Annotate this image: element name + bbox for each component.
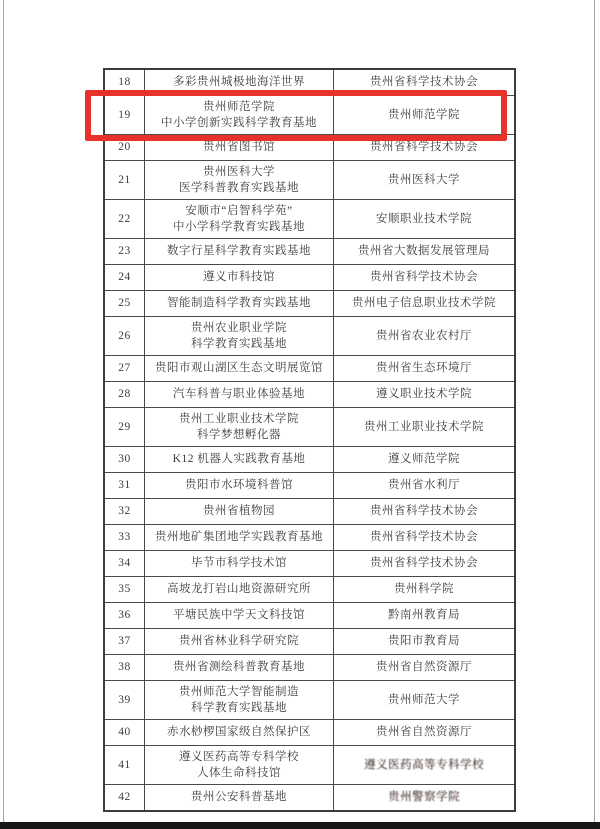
- row-number-cell: 30: [104, 447, 145, 473]
- base-name-line: 贵州师范大学智能制造: [179, 685, 299, 698]
- row-number-cell: 20: [104, 135, 145, 161]
- base-name-line: 贵州省图书馆: [203, 141, 275, 154]
- organization-cell: 贵州省科学技术协会: [334, 265, 516, 291]
- table-row: [104, 135, 515, 161]
- base-name-line: 汽车科普与职业体验基地: [173, 388, 305, 401]
- base-name-cell: [145, 473, 334, 499]
- page-edge-right: [594, 0, 595, 823]
- row-number-cell: 35: [104, 577, 145, 603]
- table-row: [104, 239, 515, 265]
- base-name-line: 数字行星科学教育实践基地: [167, 245, 311, 258]
- organization-cell: 贵州省生态环境厅: [334, 356, 516, 382]
- table-row: [104, 96, 515, 135]
- table-body: [104, 69, 515, 811]
- base-name-cell: [145, 135, 334, 161]
- base-name-cell: [145, 317, 334, 356]
- table-row: [104, 525, 515, 551]
- base-name-line: 贵州省植物园: [203, 505, 275, 518]
- row-number-cell: 25: [104, 291, 145, 317]
- table-row: [104, 317, 515, 356]
- base-name-cell: [145, 746, 334, 785]
- row-number-cell: 26: [104, 317, 145, 356]
- organization-cell: 贵州电子信息职业技术学院: [334, 291, 516, 317]
- row-number-cell: 42: [104, 785, 145, 812]
- base-name-line: 贵阳市水环境科普馆: [185, 479, 293, 492]
- base-name-cell: [145, 96, 334, 135]
- organization-cell: 贵阳市教育局: [334, 629, 516, 655]
- base-name-line: 平塘民族中学天文科技馆: [173, 609, 305, 622]
- base-name-line: 贵州师范学院: [203, 100, 275, 113]
- base-name-line: K12 机器人实践教育基地: [172, 453, 306, 466]
- table-row: [104, 551, 515, 577]
- base-name-cell: [145, 200, 334, 239]
- base-name-line: 贵州医科大学: [203, 165, 275, 178]
- row-number-cell: 36: [104, 603, 145, 629]
- base-name-line: 贵州省林业科学研究院: [179, 635, 299, 648]
- base-name-line: 赤水桫椤国家级自然保护区: [167, 726, 311, 739]
- base-name-line: 毕节市科学技术馆: [191, 557, 287, 570]
- base-name-cell: [145, 655, 334, 681]
- row-number-cell: 38: [104, 655, 145, 681]
- organization-cell: 贵州科学院: [334, 577, 516, 603]
- table-row: [104, 681, 515, 720]
- base-name-cell: [145, 785, 334, 812]
- row-number-cell: 23: [104, 239, 145, 265]
- organization-cell: 贵州省科学技术协会: [334, 499, 516, 525]
- base-name-line: 科学教育实践基地: [191, 702, 287, 714]
- base-name-line: 遵义市科技馆: [203, 271, 275, 284]
- base-name-line: 贵阳市观山湖区生态文明展览馆: [155, 362, 323, 375]
- organization-cell: 贵州师范大学: [334, 681, 516, 720]
- base-name-cell: [145, 408, 334, 447]
- base-name-cell: [145, 551, 334, 577]
- row-number-cell: 31: [104, 473, 145, 499]
- organization-cell: 安顺职业技术学院: [334, 200, 516, 239]
- page-edge-left: [3, 0, 4, 823]
- base-name-line: 科学教育实践基地: [191, 338, 287, 350]
- row-number-cell: 21: [104, 161, 145, 200]
- row-number-cell: 40: [104, 720, 145, 746]
- base-name-cell: [145, 69, 334, 96]
- base-name-cell: [145, 681, 334, 720]
- table-row: [104, 447, 515, 473]
- table-row: [104, 200, 515, 239]
- organization-cell: 贵州警察学院: [334, 785, 516, 812]
- base-name-line: 科学梦想孵化器: [197, 429, 281, 441]
- table-row: [104, 382, 515, 408]
- base-name-line: 安顺市“启智科学苑”: [185, 204, 293, 217]
- organization-cell: 贵州省科学技术协会: [334, 551, 516, 577]
- table-row: [104, 291, 515, 317]
- base-name-cell: [145, 499, 334, 525]
- base-name-line: 多彩贵州城极地海洋世界: [173, 76, 305, 89]
- table-row: [104, 577, 515, 603]
- base-name-cell: [145, 356, 334, 382]
- row-number-cell: 27: [104, 356, 145, 382]
- base-name-cell: [145, 603, 334, 629]
- row-number-cell: 37: [104, 629, 145, 655]
- row-number-cell: 19: [104, 96, 145, 135]
- base-name-line: 贵州地矿集团地学实践教育基地: [155, 531, 323, 544]
- row-number-cell: 39: [104, 681, 145, 720]
- organization-cell: 贵州省自然资源厅: [334, 720, 516, 746]
- base-name-line: 医学科普教育实践基地: [179, 182, 299, 194]
- organization-cell: 贵州省自然资源厅: [334, 655, 516, 681]
- table-row: [104, 629, 515, 655]
- base-name-line: 中小学科学教育实践基地: [173, 221, 305, 233]
- base-name-line: 智能制造科学教育实践基地: [167, 297, 311, 310]
- organization-cell: 贵州省水利厅: [334, 473, 516, 499]
- base-name-cell: [145, 382, 334, 408]
- table-row: [104, 408, 515, 447]
- table-row: [104, 720, 515, 746]
- row-number-cell: 34: [104, 551, 145, 577]
- base-name-cell: [145, 239, 334, 265]
- organization-cell: 贵州工业职业技术学院: [334, 408, 516, 447]
- row-number-cell: 22: [104, 200, 145, 239]
- organization-cell: 贵州省科学技术协会: [334, 135, 516, 161]
- row-number-cell: 29: [104, 408, 145, 447]
- row-number-cell: 28: [104, 382, 145, 408]
- base-name-line: 中小学创新实践科学教育基地: [161, 117, 317, 129]
- row-number-cell: 32: [104, 499, 145, 525]
- base-name-cell: [145, 577, 334, 603]
- base-name-cell: [145, 525, 334, 551]
- row-number-cell: 24: [104, 265, 145, 291]
- base-name-line: 遵义医药高等专科学校: [179, 750, 299, 763]
- table-row: [104, 499, 515, 525]
- organization-cell: 贵州师范学院: [334, 96, 516, 135]
- organization-cell: 黔南州教育局: [334, 603, 516, 629]
- row-number-cell: 33: [104, 525, 145, 551]
- base-name-line: 贵州省测绘科普教育基地: [173, 661, 305, 674]
- bottom-black-bar: [0, 822, 600, 829]
- organization-cell: 贵州医科大学: [334, 161, 516, 200]
- organization-cell: 贵州省科学技术协会: [334, 69, 516, 96]
- base-name-line: 贵州工业职业技术学院: [179, 412, 299, 425]
- table-row: [104, 265, 515, 291]
- table-row: [104, 473, 515, 499]
- table-row: [104, 603, 515, 629]
- table-row: [104, 785, 515, 812]
- science-bases-table: [103, 68, 516, 812]
- row-number-cell: 41: [104, 746, 145, 785]
- organization-cell: 贵州省科学技术协会: [334, 525, 516, 551]
- organization-cell: 贵州省大数据发展管理局: [334, 239, 516, 265]
- base-name-line: 高坡龙打岩山地资源研究所: [167, 583, 311, 596]
- organization-cell: 贵州省农业农村厅: [334, 317, 516, 356]
- row-number-cell: 18: [104, 69, 145, 96]
- base-name-cell: [145, 161, 334, 200]
- base-name-cell: [145, 629, 334, 655]
- base-name-cell: [145, 447, 334, 473]
- table-row: [104, 69, 515, 96]
- organization-cell: 遵义师范学院: [334, 447, 516, 473]
- base-name-line: 贵州公安科普基地: [191, 791, 287, 804]
- base-name-cell: [145, 720, 334, 746]
- base-name-cell: [145, 291, 334, 317]
- organization-cell: 遵义职业技术学院: [334, 382, 516, 408]
- organization-cell: 遵义医药高等专科学校: [334, 746, 516, 785]
- table-row: [104, 655, 515, 681]
- table-row: [104, 356, 515, 382]
- base-name-cell: [145, 265, 334, 291]
- base-name-line: 人体生命科技馆: [197, 767, 281, 779]
- table-row: [104, 746, 515, 785]
- table-row: [104, 161, 515, 200]
- base-name-line: 贵州农业职业学院: [191, 321, 287, 334]
